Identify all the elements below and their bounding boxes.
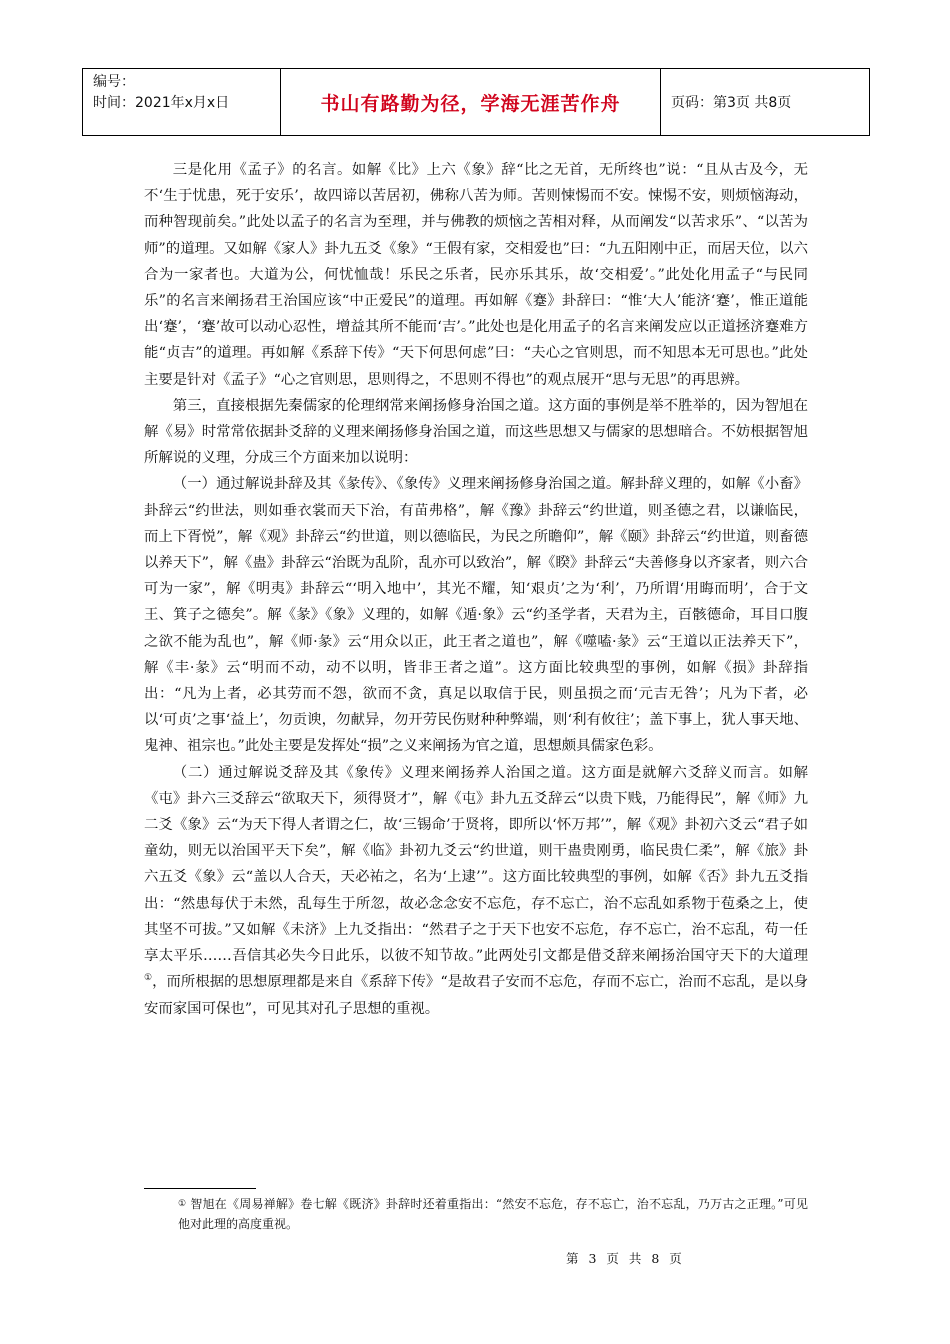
page-header — [82, 68, 870, 136]
paragraph-line-texts — [144, 760, 808, 1022]
paragraph-line-texts-part2: ，而所根据的思想原理都是来自《系辞下传》“是故君子安而不忘危，存而不忘亡，治而不忘乱，是以身安而家国可保也”，可见其对孔子思想的重视。 — [144, 974, 808, 1017]
footnote-ref: ① — [144, 973, 153, 984]
body-text — [144, 157, 808, 1022]
footnote-divider — [144, 1188, 256, 1189]
paragraph-third-point: 第三，直接根据先秦儒家的伦理纲常来阐扬修身治国之道。这方面的事例是举不胜举的，因为智旭在解《易》时常常依据卦爻辞的义理来阐扬修身治国之道，而这些思想又与儒家的思想暗合。不妨根据智旭所解说的义理，分成三个方面来加以说明： — [144, 397, 808, 467]
footnote — [178, 1194, 808, 1234]
paragraph-mencius: 三是化用《孟子》的名言。如解《比》上六《象》辞“比之无首，无所终也”说：“且从古及今，无不‘生于忧患，死于安乐’，故四谛以苦居初，佛称八苦为师。苦则悚惕而不安。悚惕不安，则烦恼海动，而种智现前矣。”此处以孟子的名言为至理，并与佛教的烦恼之苦相对释，从而阐发“以苦求乐”、“以苦为师”的道理。又如解《家人》卦九五爻《象》“王假有家，交相爱也”曰：“九五阳刚中正，而居天位，以六合为一家者也。大道为公，何忧恤哉！乐民之乐者，民亦乐其乐，故‘交相爱’。”此处化用孟子“与民同乐”的名言来阐扬君王治国应该“中正爱民”的道理。再如解《蹇》卦辞曰：“惟‘大人’能济‘蹇’，惟正道能出‘蹇’，‘蹇’故可以动心忍性，增益其所不能而‘吉’。”此处也是化用孟子的名言来阐发应以正道拯济蹇难方能“贞吉”的道理。再如解《系辞下传》“天下何思何虑”曰：“夫心之官则思，而不知思本无可思也。”此处主要是针对《孟子》“心之官则思，思则得之，不思则不得也”的观点展开“思与无思”的再思辨。 — [144, 162, 808, 388]
number-label: 编号： — [93, 74, 135, 90]
header-motto: 书山有路勤为径，学海无涯苦作舟 — [281, 69, 661, 135]
footnote-text: 智旭在《周易禅解》卷七解《既济》卦辞时还着重指出：“然安不忘危，存不忘亡，治不忘乱，乃万古之正理。”可见他对此理的高度重视。 — [178, 1197, 808, 1231]
paragraph-line-texts-part1: （二）通过解说爻辞及其《象传》义理来阐扬养人治国之道。这方面是就解六爻辞义而言。如解《屯》卦六三爻辞云“欲取天下，须得贤才”，解《屯》卦九五爻辞云“以贵下贱，乃能得民”，解《师》九二爻《象》云“为天下得人者谓之仁，故‘三锡命’于贤将，即所以‘怀万邦’”，解《观》卦初六爻云“君子如童幼，则无以治国平天下矣”，解《临》卦初九爻云“约世道，则干蛊贵刚勇，临民贵仁柔”，解《旅》卦六五爻《象》云“盖以人合天，天必祐之，名为‘上逮’”。这方面比较典型的事例，如解《否》卦九五爻指出：“然患每伏于未然，乱每生于所忽，故必念念安不忘危，存不忘亡，治不忘乱如系物于苞桑之上，使其坚不可拔。”又如解《未济》上九爻指出：“然君子之于天下也安不忘危，存不忘亡，治不忘乱，苟一任享太平乐……吾信其必失今日此乐，以彼不知节故。”此两处引文都是借爻辞来阐扬治国守天下的大道理 — [144, 764, 808, 965]
header-page-label: 页码：第3页 共8页 — [671, 95, 792, 111]
header-meta — [83, 69, 281, 135]
time-label: 时间：2021年x月x日 — [93, 95, 230, 111]
paragraph-hexagram-judgments: （一）通过解说卦辞及其《彖传》、《象传》义理来阐扬修身治国之道。解卦辞义理的，如解《小畜》卦辞云“约世法，则如垂衣裳而天下治，有苗弗格”，解《豫》卦辞云“约世道，则圣德之君，以谦临民，而上下胥悦”，解《观》卦辞云“约世道，则以德临民，为民之所瞻仰”，解《颐》卦辞云“约世道，则畜德以养天下”，解《蛊》卦辞云“治既为乱阶，乱亦可以致治”，解《睽》卦辞云“夫善修身以齐家者，则六合可为一家”，解《明夷》卦辞云“‘明入地中’，其光不耀，知‘艰贞’之为‘利’，乃所谓‘用晦而明’，合于文王、箕子之德矣”。解《彖》《象》义理的，如解《遁·象》云“约圣学者，天君为主，百骸德命，耳目口腹之欲不能为乱也”，解《师·彖》云“用众以正，此王者之道也”，解《噬嗑·彖》云“王道以正法养天下”，解《丰·彖》云“明而不动，动不以明，皆非王者之道”。这方面比较典型的事例，如解《损》卦辞指出：“凡为上者，必其劳而不怨，欲而不贪，真足以取信于民，则虽损之而‘元吉无咎’；凡为下者，必以‘可贞’之事‘益上’，勿贡谀，勿献异，勿开劳民伤财种种弊端，则‘利有攸往’；盖下事上，犹人事天地、鬼神、祖宗也。”此处主要是发挥处“损”之义来阐扬为官之道，思想颇具儒家色彩。 — [144, 476, 808, 755]
page-number: 第 3 页 共 8 页 — [566, 1251, 685, 1266]
footnote-marker: ① — [178, 1199, 187, 1209]
